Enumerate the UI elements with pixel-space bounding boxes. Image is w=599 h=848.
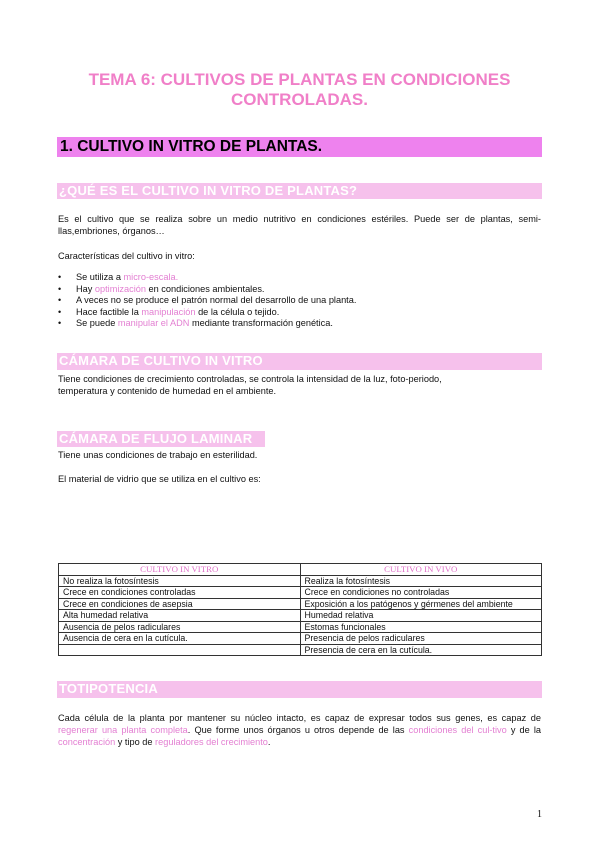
section-heading-cultivo-in-vitro: 1. CULTIVO IN VITRO DE PLANTAS.: [57, 137, 542, 157]
table-row: [59, 610, 542, 622]
totipotencia-paragraph: Cada célula de la planta por mantener su núcleo intacto, es capaz de expresar todos sus genes, es capaz de regenerar una planta completa. Que forme unos órganos u otros depende de las condiciones del cul-tivo y de la concentración y tipo de reguladores del crecimiento.: [58, 713, 541, 747]
list-item: • Hace factible la manipulación de la célula o tejido.: [58, 307, 541, 319]
table-cell: Realiza la fotosíntesis: [300, 575, 542, 587]
table-cell: Crece en condiciones controladas: [59, 587, 301, 599]
table-cell: [59, 644, 301, 656]
table-cell: Presencia de pelos radiculares: [300, 633, 542, 645]
table-row: [59, 587, 542, 599]
page-number: 1: [537, 809, 542, 820]
caracteristicas-label: Características del cultivo in vitro:: [58, 251, 195, 261]
list-item: • Se puede manipular el ADN mediante transformación genética.: [58, 318, 541, 330]
table-cell: Crece en condiciones no controladas: [300, 587, 542, 599]
flujo-paragraph: Tiene unas condiciones de trabajo en esterilidad.: [58, 450, 258, 460]
table-row: [59, 621, 542, 633]
subheading-flujo-laminar: CÁMARA DE FLUJO LAMINAR: [57, 431, 265, 447]
table-cell: Estomas funcionales: [300, 621, 542, 633]
table-row: [59, 633, 542, 645]
vidrio-paragraph: El material de vidrio que se utiliza en el cultivo es:: [58, 474, 261, 484]
table-row: [59, 598, 542, 610]
table-cell: Humedad relativa: [300, 610, 542, 622]
table-cell: Crece en condiciones de asepsia: [59, 598, 301, 610]
que-es-paragraph: Es el cultivo que se realiza sobre un medio nutritivo en condiciones estériles. Puede ser de plantas, semi-llas,embriones, órganos…: [58, 214, 541, 236]
page-title: TEMA 6: CULTIVOS DE PLANTAS EN CONDICIONES CONTROLADAS.: [88, 70, 511, 109]
subheading-camara-cultivo: CÁMARA DE CULTIVO IN VITRO: [57, 353, 542, 370]
table-cell: Exposición a los patógenos y gérmenes del ambiente: [300, 598, 542, 610]
list-item: • A veces no se produce el patrón normal del desarrollo de una planta.: [58, 295, 541, 307]
camara-paragraph: Tiene condiciones de crecimiento controladas, se controla la intensidad de la luz, foto-periodo, temperatura y contenido de humedad en el ambiente.: [58, 374, 442, 396]
subheading-totipotencia: TOTIPOTENCIA: [57, 681, 542, 698]
table-cell: Ausencia de pelos radiculares: [59, 621, 301, 633]
list-item: • Se utiliza a micro-escala.: [58, 272, 541, 284]
header-in-vitro: CULTIVO IN VITRO: [59, 564, 301, 576]
table-cell: Alta humedad relativa: [59, 610, 301, 622]
table-cell: Ausencia de cera en la cutícula.: [59, 633, 301, 645]
list-item: • Hay optimización en condiciones ambientales.: [58, 284, 541, 296]
table-header-row: [59, 564, 542, 576]
subheading-que-es: ¿QUÉ ES EL CULTIVO IN VITRO DE PLANTAS?: [57, 183, 542, 199]
comparison-table: [58, 563, 542, 656]
characteristics-list: [58, 272, 541, 330]
table-row: [59, 644, 542, 656]
table-cell: No realiza la fotosíntesis: [59, 575, 301, 587]
header-in-vivo: CULTIVO IN VIVO: [300, 564, 542, 576]
table-row: [59, 575, 542, 587]
table-cell: Presencia de cera en la cutícula.: [300, 644, 542, 656]
